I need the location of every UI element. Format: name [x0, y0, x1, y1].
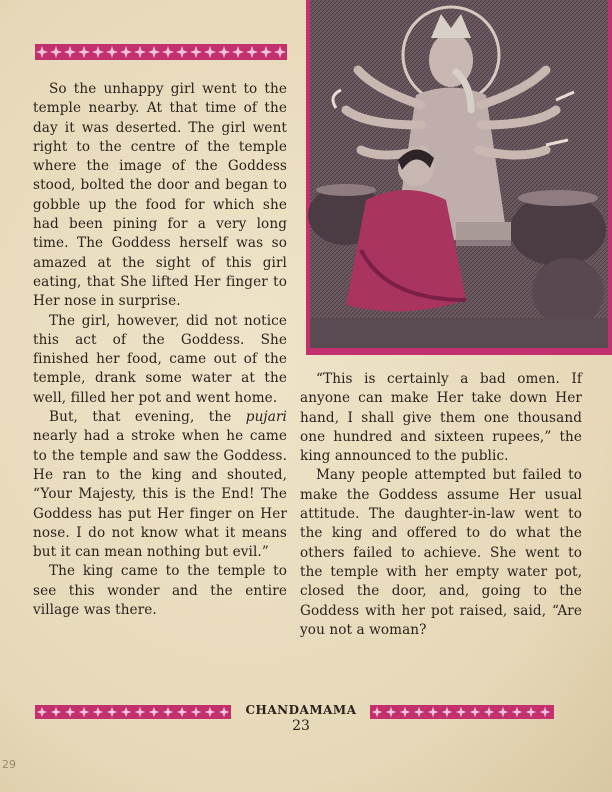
paragraph: Many people attempted but failed to make the Goddess assume Her usual attitude. The daughter-in-law went to the king and offered to do what the others failed to achieve. She went to the temple with her empty water pot, closed the door, and, going to the Goddess with her pot raised, said, “Are you not a woman?: [300, 467, 582, 638]
margin-mark: 29: [2, 758, 16, 771]
decorative-border-bottom-left: [35, 705, 231, 719]
italic-word: pujari: [245, 409, 287, 426]
magazine-title: CHANDAMAMA: [245, 703, 357, 717]
decorative-border-bottom-right: [370, 705, 554, 719]
paragraph-text: But, that evening, the: [49, 409, 246, 426]
decorative-border-top: [35, 44, 287, 60]
paragraph: The king came to the temple to see this wonder and the entire village was there.: [33, 563, 287, 619]
goddess-illustration: [306, 0, 612, 355]
paragraph: “This is certainly a bad omen. If anyone can make Her take down Her hand, I shall give them one thousand one hundred and sixteen rupees,” the king announced to the public.: [300, 371, 582, 465]
page-number: 23: [292, 718, 310, 734]
paragraph: [33, 408, 287, 562]
goddess-illustration-icon: [306, 0, 612, 355]
paragraph: The girl, however, did not notice this act of the Goddess. She finished her food, came out of the temple, drank some water at the well, filled her pot and went home.: [33, 312, 287, 406]
paragraph: So the unhappy girl went to the temple nearby. At that time of the day it was deserted. The girl went right to the centre of the temple where the image of the Goddess stood, bolted the door and began to gobble up the food for which she had been pining for a very long time. The Goddess herself was so amazed at the sight of this girl eating, that She lifted Her finger to Her nose in surprise.: [33, 81, 287, 310]
left-text-column: [33, 80, 287, 620]
paragraph-text: nearly had a stroke when he came to the temple and saw the Goddess. He ran to the king and shouted, “Your Majesty, this is the End! The Goddess has put Her finger on Her nose. I do not know what it means but it can mean nothing but evil.”: [33, 428, 287, 561]
right-text-column: [300, 370, 582, 640]
